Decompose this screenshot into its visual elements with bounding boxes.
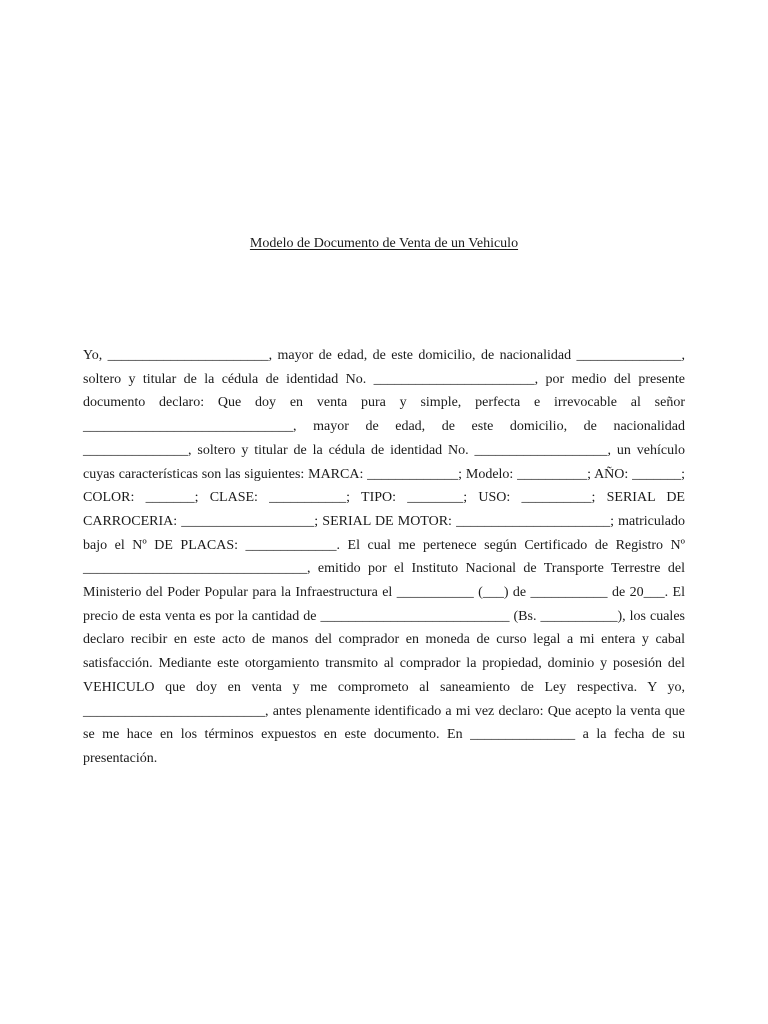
document-body-paragraph: Yo, _______________________, mayor de edad, de este domicilio, de nacionalidad _______________, soltero y titular de la cédula de identidad No. _______________________, por medio del presente documento declaro: Que doy en venta pura y simple, perfecta e irrevocable al señor ______________________________, mayor de edad, de este domicilio, de nacionalidad _______________, soltero y titular de la cédula de identidad No. ___________________, un vehículo cuyas características son las siguientes: MARCA: _____________; Modelo: __________; AÑO: _______; COLOR: _______; CLASE: ___________; TIPO: ________; USO: __________; SERIAL DE CARROCERIA: ___________________; SERIAL DE MOTOR: ______________________; matriculado bajo el Nº DE PLACAS: _____________. El cual me pertenece según Certificado de Registro Nº ________________________________, emitido por el Instituto Nacional de Transporte Terrestre del Ministerio del Poder Popular para la Infraestructura el ___________ (___) de ___________ de 20___. El precio de esta venta es por la cantidad de ___________________________ (Bs. ___________), los cuales declaro recibir en este acto de manos del comprador en moneda de curso legal a mi entera y cabal satisfacción. Mediante este otorgamiento transmito al comprador la propiedad, dominio y posesión del VEHICULO que doy en venta y me comprometo al saneamiento de Ley respectiva. Y yo, __________________________, antes plenamente identificado a mi vez declaro: Que acepto la venta que se me hace en los términos expuestos en este documento. En _______________ a la fecha de su presentación.: [83, 348, 685, 766]
document-title: Modelo de Documento de Venta de un Vehiculo: [249, 236, 519, 251]
